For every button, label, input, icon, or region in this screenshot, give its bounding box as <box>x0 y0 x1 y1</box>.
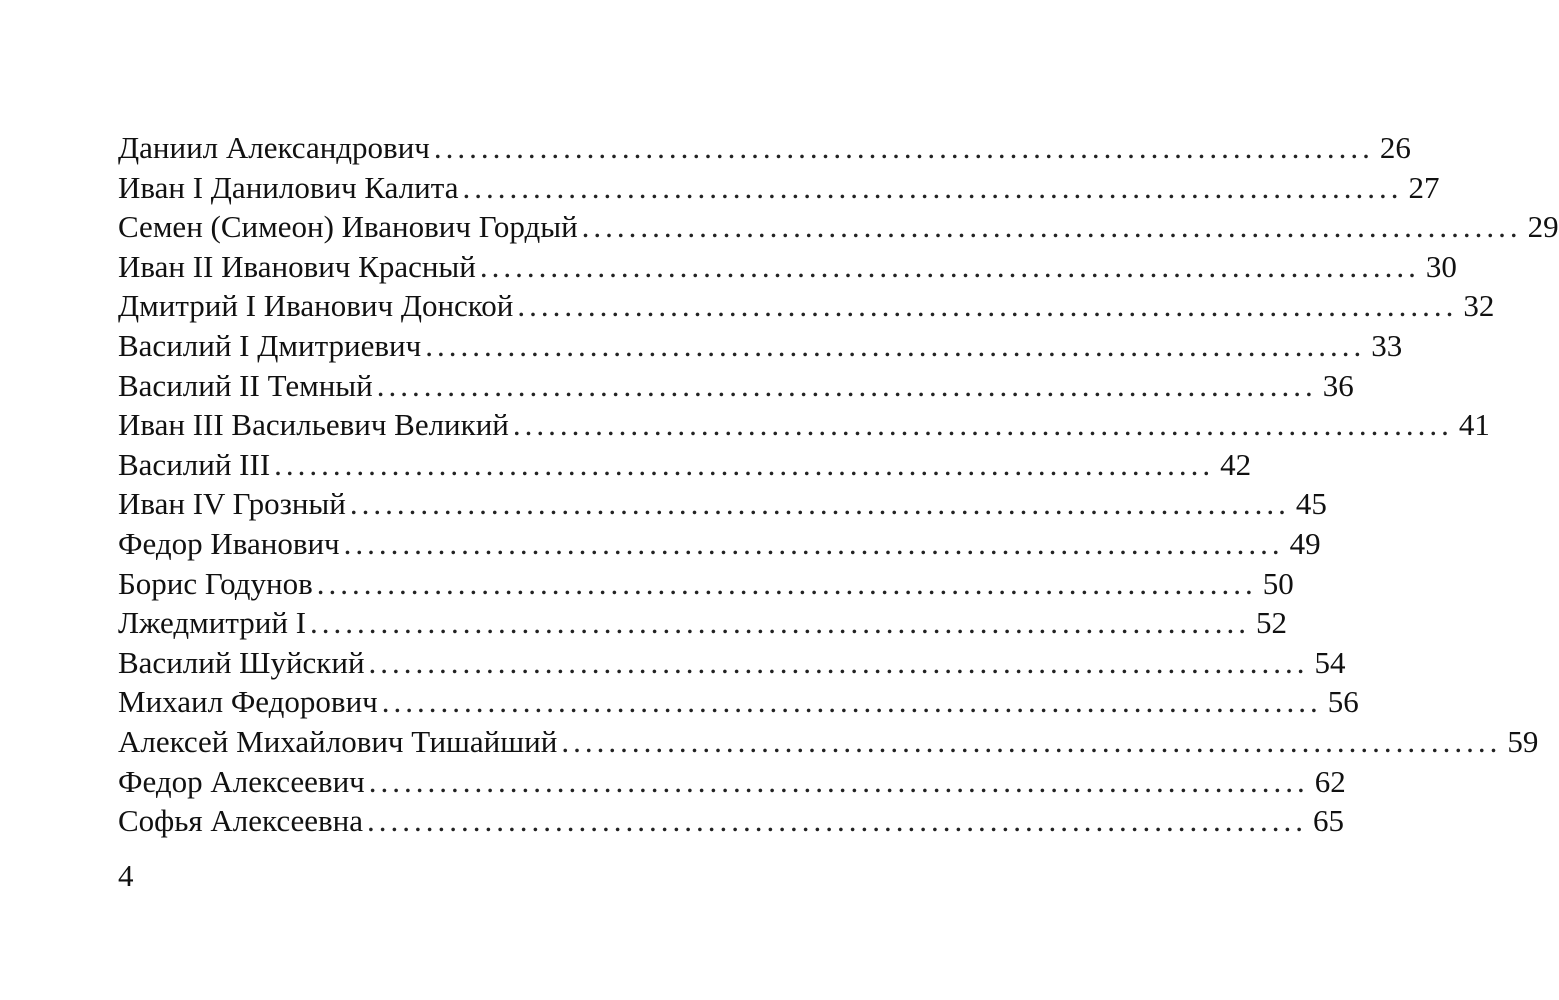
toc-entry-page: 56 <box>1327 684 1359 720</box>
dot-leader: ................................................................................ <box>349 486 1290 522</box>
toc-entry <box>118 484 1327 524</box>
toc-entry-page: 42 <box>1220 446 1252 482</box>
toc-entry-page: 36 <box>1322 367 1354 403</box>
toc-entry-title: Василий III <box>118 446 271 482</box>
toc-entry-title: Иван II Иванович Красный <box>118 248 476 284</box>
toc-entry-title: Семен (Симеон) Иванович Гордый <box>118 209 578 245</box>
toc-entry-page: 59 <box>1507 723 1539 759</box>
toc-entry-page: 27 <box>1408 169 1440 205</box>
toc-entry-title: Михаил Федорович <box>118 684 378 720</box>
dot-leader: ................................................................................ <box>561 723 1502 759</box>
dot-leader: ................................................................................ <box>368 644 1309 680</box>
toc-entry-page: 62 <box>1314 763 1346 799</box>
toc-entry <box>118 286 1495 326</box>
toc-entry-page: 26 <box>1379 130 1411 165</box>
toc-entry-page: 49 <box>1289 525 1321 561</box>
dot-leader: ................................................................................ <box>274 446 1215 482</box>
dot-leader: ................................................................................ <box>512 407 1453 443</box>
toc-entry-page: 50 <box>1262 565 1294 601</box>
toc-entry <box>118 762 1346 802</box>
toc-entry <box>118 603 1288 643</box>
toc-entry <box>118 524 1321 564</box>
toc-entry <box>118 682 1359 722</box>
toc-entry-page: 54 <box>1314 644 1346 680</box>
dot-leader: ................................................................................ <box>479 248 1420 284</box>
toc-entry-page: 33 <box>1371 327 1403 363</box>
toc-entry-title: Василий I Дмитриевич <box>118 327 422 363</box>
toc-entry <box>118 405 1490 445</box>
dot-leader: ................................................................................ <box>381 684 1322 720</box>
toc-entry-title: Иван I Данилович Калита <box>118 169 459 205</box>
toc-entry <box>118 128 1411 168</box>
toc-entry-title: Софья Алексеевна <box>118 803 363 839</box>
toc-entry <box>118 247 1457 287</box>
dot-leader: ................................................................................ <box>517 288 1458 324</box>
dot-leader: ................................................................................ <box>316 565 1257 601</box>
toc-entry-page: 65 <box>1312 803 1344 839</box>
dot-leader: ................................................................................ <box>433 130 1374 165</box>
dot-leader: ................................................................................ <box>425 327 1366 363</box>
toc-entry-title: Василий II Темный <box>118 367 373 403</box>
dot-leader: ................................................................................ <box>368 763 1309 799</box>
toc-entry <box>118 643 1346 683</box>
toc-entry-title: Василий Шуйский <box>118 644 365 680</box>
toc-entry-title: Лжедмитрий I <box>118 605 307 641</box>
toc-entry-title: Иван III Васильевич Великий <box>118 407 509 443</box>
toc-entry-title: Федор Алексеевич <box>118 763 365 799</box>
toc-entry <box>118 564 1294 604</box>
toc-entry-title: Дмитрий I Иванович Донской <box>118 288 514 324</box>
toc-entry <box>118 801 1344 841</box>
dot-leader: ................................................................................ <box>310 605 1251 641</box>
toc-entry <box>118 445 1252 485</box>
toc-entry-page: 52 <box>1256 605 1288 641</box>
toc-entry-title: Алексей Михайлович Тишайший <box>118 723 558 759</box>
toc-entry-page: 32 <box>1463 288 1495 324</box>
dot-leader: ................................................................................ <box>343 525 1284 561</box>
toc-entry-title: Федор Иванович <box>118 525 340 561</box>
toc-entry-title: Иван IV Грозный <box>118 486 346 522</box>
toc-entry <box>118 366 1354 406</box>
toc-entry <box>118 722 1539 762</box>
toc-entry-page: 29 <box>1527 209 1559 245</box>
toc-entry <box>118 326 1403 366</box>
toc-entry <box>118 207 1559 247</box>
page-number: 4 <box>118 858 134 893</box>
dot-leader: ................................................................................ <box>376 367 1317 403</box>
toc-entry-page: 45 <box>1295 486 1327 522</box>
toc-entry-title: Даниил Александрович <box>118 130 430 165</box>
table-of-contents <box>118 128 1559 841</box>
dot-leader: ................................................................................ <box>366 803 1307 839</box>
dot-leader: ................................................................................ <box>581 209 1522 245</box>
dot-leader: ................................................................................ <box>462 169 1403 205</box>
toc-entry-title: Борис Годунов <box>118 565 313 601</box>
toc-entry-page: 30 <box>1425 248 1457 284</box>
toc-entry <box>118 168 1440 208</box>
toc-entry-page: 41 <box>1458 407 1490 443</box>
